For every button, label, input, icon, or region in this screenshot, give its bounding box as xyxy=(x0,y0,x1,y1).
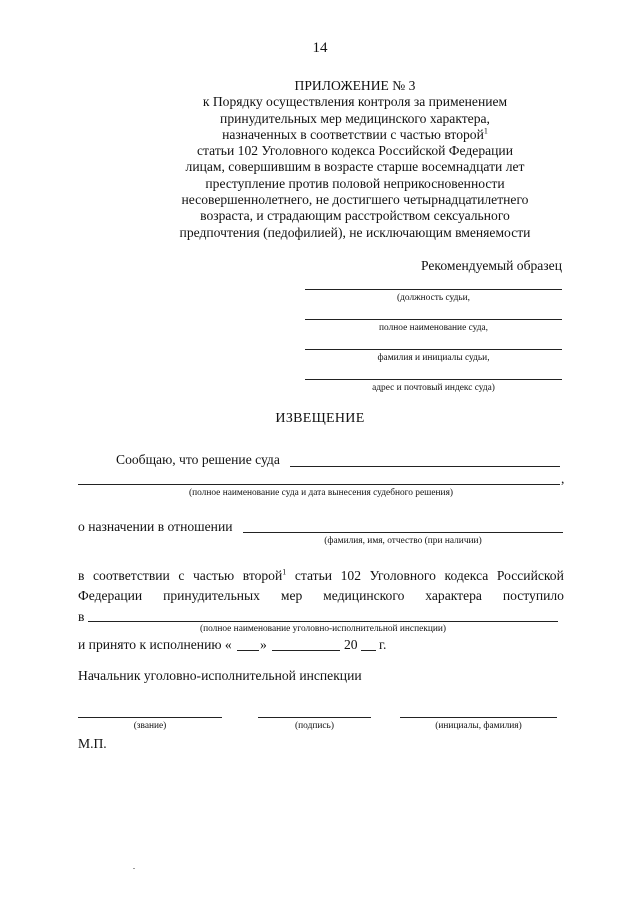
person-caption: (фамилия, имя, отчество (при наличии) xyxy=(324,536,482,546)
footnote-mark: 1 xyxy=(282,567,287,577)
name-field-line[interactable] xyxy=(400,717,557,718)
heading-line-5: лицам, совершившим в возрасте старше восемнадцати лет xyxy=(185,159,525,175)
court-name-caption: полное наименование суда, xyxy=(379,323,488,333)
para-word: статьи xyxy=(294,568,333,583)
judge-name-caption: фамилия и инициалы судьи, xyxy=(377,353,490,363)
para-word: соответствии xyxy=(92,568,170,583)
chief-title: Начальник уголовно-исполнительной инспекции xyxy=(78,668,362,683)
para-word: принудительных xyxy=(163,588,260,603)
heading-line-6: преступление против половой неприкосновенности xyxy=(205,175,505,191)
court-address-line[interactable] xyxy=(305,379,562,380)
heading-line-7: несовершеннолетнего, не достигшего четырнадцатилетнего xyxy=(181,192,529,208)
year-field-line[interactable] xyxy=(361,650,376,651)
para-word: Российской xyxy=(496,568,564,583)
para-word: Уголовного xyxy=(369,568,436,583)
decision-caption: (полное наименование суда и дата вынесения судебного решения) xyxy=(188,488,454,498)
paragraph-line-2 xyxy=(78,588,564,604)
para-word: второй$^1$ xyxy=(242,567,287,583)
judge-name-line[interactable] xyxy=(305,349,562,350)
heading-line-1: к Порядку осуществления контроля за применением xyxy=(202,94,508,110)
para-word: частью xyxy=(192,568,235,583)
document-title: ИЗВЕЩЕНИЕ xyxy=(275,411,365,426)
name-caption: (инициалы, фамилия) xyxy=(435,721,522,731)
heading-line-4: статьи 102 Уголовного кодекса Российской Федерации xyxy=(197,143,513,159)
para-word: медицинского xyxy=(323,588,405,603)
para-word: кодекса xyxy=(444,568,489,583)
stamp-label: М.П. xyxy=(78,736,107,751)
rank-field-line[interactable] xyxy=(78,717,222,718)
para-word: с xyxy=(178,568,185,583)
para-word: мер xyxy=(280,588,303,603)
paragraph-line-1 xyxy=(78,568,564,584)
judge-position-line[interactable] xyxy=(305,289,562,290)
signature-field-line[interactable] xyxy=(258,717,371,718)
footnote-mark: 1 xyxy=(483,126,488,136)
para-word: в xyxy=(78,568,85,583)
heading-line-9: предпочтения (педофилией), не исключающим вменяемости xyxy=(179,224,531,240)
quote-close: » xyxy=(260,637,267,652)
year-prefix: 20 xyxy=(344,637,358,652)
heading-line-2: принудительных мер медицинского характера, xyxy=(220,110,490,126)
assignment-text: о назначении в отношении xyxy=(78,519,233,534)
appendix-title: ПРИЛОЖЕНИЕ № 3 xyxy=(294,78,416,93)
decision-field-line-2[interactable] xyxy=(78,484,560,485)
decision-text: Сообщаю, что решение суда xyxy=(116,452,280,467)
judge-position-caption: (должность судьи, xyxy=(397,293,470,303)
court-address-caption: адрес и почтовый индекс суда) xyxy=(372,383,495,393)
month-field-line[interactable] xyxy=(272,650,340,651)
decision-field-line[interactable] xyxy=(290,466,560,467)
person-field-line[interactable] xyxy=(243,532,563,533)
day-field-line[interactable] xyxy=(237,650,259,651)
sample-label: Рекомендуемый образец xyxy=(421,258,562,273)
inspection-field-line[interactable] xyxy=(88,621,558,622)
para-word: Федерации xyxy=(78,588,143,603)
accepted-prefix: и принято к исполнению « xyxy=(78,637,232,652)
inspection-caption: (полное наименование уголовно-исполнительной инспекции) xyxy=(199,624,447,634)
page-number: 14 xyxy=(312,40,328,56)
in-prefix: в xyxy=(78,609,85,624)
heading-line-8: возраста, и страдающим расстройством сексуального xyxy=(200,208,510,224)
heading-line-3: назначенных в соответствии с частью второй$^1$ xyxy=(222,126,488,142)
para-word: 102 xyxy=(340,568,362,583)
para-word: поступило xyxy=(502,588,564,603)
decision-comma: , xyxy=(561,471,565,486)
court-name-line[interactable] xyxy=(305,319,562,320)
rank-caption: (звание) xyxy=(133,721,167,731)
year-suffix: г. xyxy=(379,637,387,652)
signature-caption: (подпись) xyxy=(295,721,334,731)
appendix-heading xyxy=(170,78,540,241)
scan-speck xyxy=(133,868,135,869)
para-word: характера xyxy=(425,588,482,603)
